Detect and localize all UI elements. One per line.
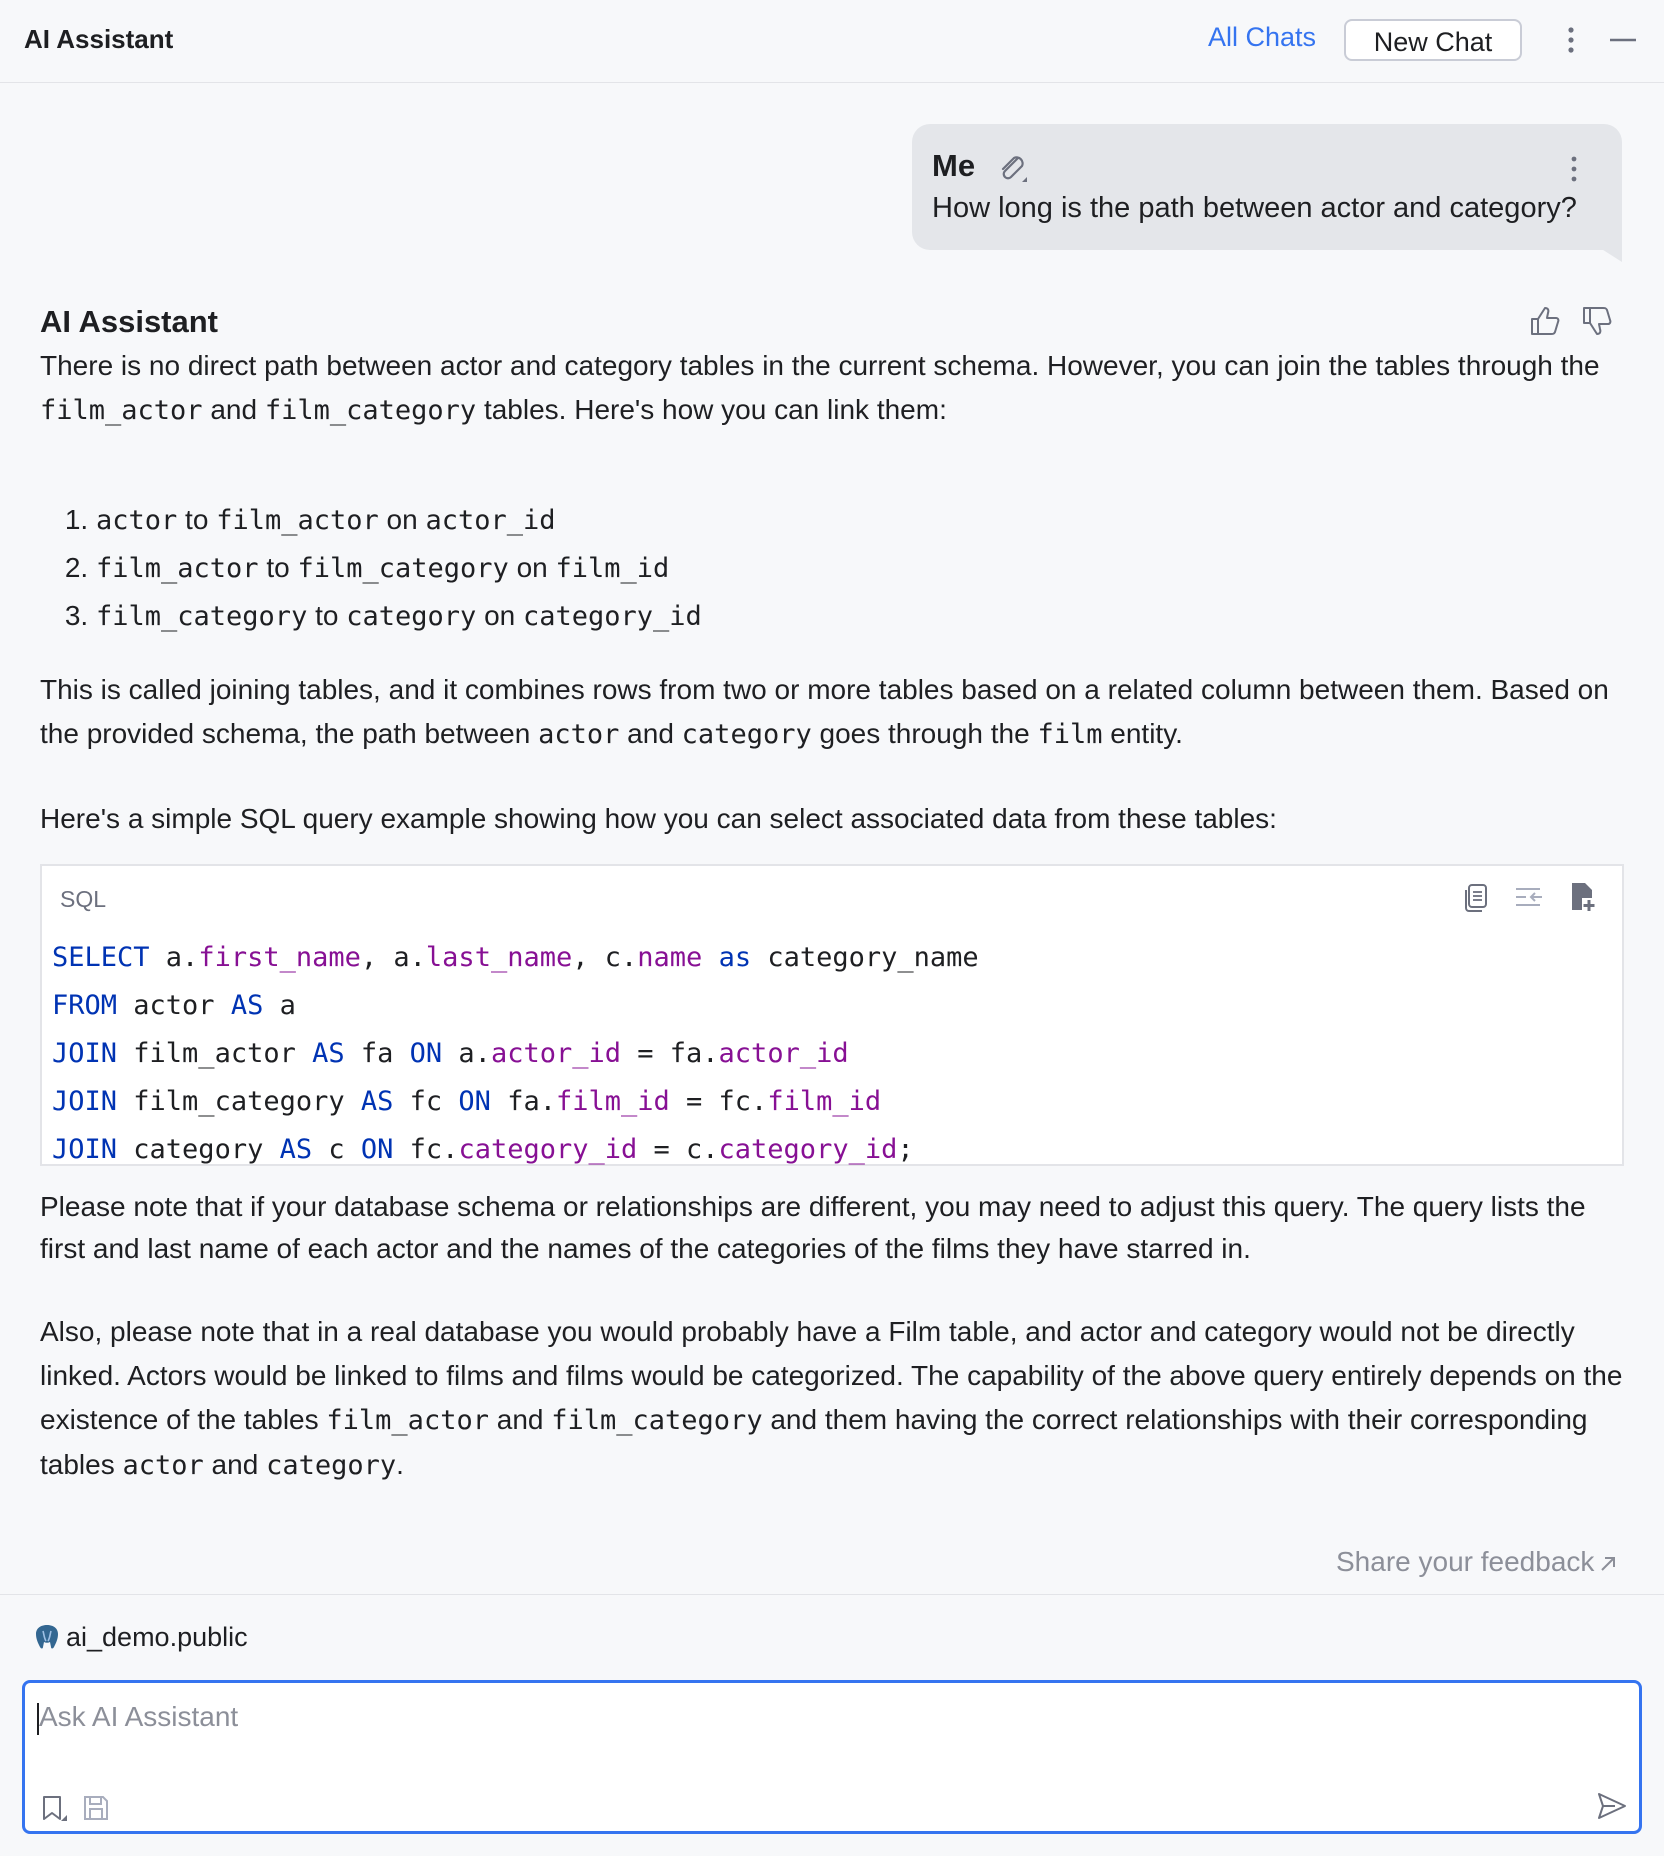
feedback-label: Share your feedback [1336, 1546, 1595, 1577]
send-icon[interactable] [1595, 1789, 1629, 1823]
code-line [52, 1078, 979, 1126]
sql-text: film_category [117, 1086, 361, 1117]
sql-text: ; [897, 1134, 914, 1165]
sql-text: actor [117, 990, 231, 1021]
code-line [52, 1030, 979, 1078]
new-chat-button[interactable]: New Chat [1344, 19, 1522, 61]
save-prompt-icon[interactable] [81, 1793, 111, 1823]
thumbs-down-icon[interactable] [1580, 304, 1614, 338]
list-item: 3. film_category to category on category_id [96, 592, 702, 640]
new-file-icon[interactable] [1566, 880, 1600, 914]
code-language-label: SQL [60, 886, 107, 912]
sql-keyword: AS [279, 1134, 313, 1165]
insert-at-caret-icon[interactable] [1512, 880, 1546, 914]
sql-code [52, 934, 979, 1174]
code-line [52, 982, 979, 1030]
sql-keyword: ON [360, 1134, 394, 1165]
sql-text: = fc. [669, 1086, 768, 1117]
panel-title: AI Assistant [24, 24, 174, 54]
joining-explanation: This is called joining tables, and it combines rows from two or more tables based on a related column between them. Based on the provided schema, the path between actor and category goes through the film entity. [40, 674, 1609, 750]
join-steps-list [40, 496, 702, 640]
user-message-text: How long is the path between actor and category? [932, 192, 1577, 224]
sql-field: name [637, 942, 703, 973]
sql-field: first_name [198, 942, 361, 973]
sql-field: actor_id [718, 1038, 849, 1069]
note-adjust-query: Please note that if your database schema or relationships are different, you may need to adjust this query. The query lists the first and last name of each actor and the names of the categories of the films they have starred in. [40, 1191, 1586, 1264]
assistant-intro [40, 344, 1630, 433]
message-author: Me [932, 148, 976, 183]
sql-text: = fa. [621, 1038, 719, 1069]
sql-keyword: JOIN [52, 1038, 118, 1069]
context-label: ai_demo.public [66, 1622, 248, 1652]
sql-text: , c. [572, 942, 638, 973]
copy-icon[interactable] [1460, 880, 1494, 914]
sql-keyword: ON [409, 1038, 443, 1069]
sql-field: film_id [555, 1086, 670, 1117]
sql-keyword: JOIN [52, 1086, 118, 1117]
intro-text: and [202, 394, 265, 425]
code-line [52, 934, 979, 982]
assistant-name: AI Assistant [40, 304, 219, 339]
all-chats-link[interactable]: All Chats [1208, 22, 1317, 52]
input-placeholder: Ask AI Assistant [39, 1701, 239, 1732]
sql-keyword: ON [458, 1086, 491, 1117]
minimize-icon[interactable] [1608, 22, 1638, 58]
sql-keyword: FROM [52, 990, 118, 1021]
context-selector[interactable] [34, 1622, 248, 1653]
thumbs-up-icon[interactable] [1528, 304, 1562, 338]
sql-text [702, 942, 718, 973]
sql-field: last_name [425, 942, 573, 973]
message-options-icon[interactable] [1562, 152, 1586, 186]
divider [0, 1594, 1664, 1595]
share-feedback-link[interactable] [1336, 1546, 1618, 1578]
sql-text: film_actor [117, 1038, 313, 1069]
sql-keyword: AS [312, 1038, 345, 1069]
sql-keyword: SELECT [52, 942, 150, 973]
sql-code-block [40, 864, 1624, 1166]
intro-text: tables. Here's how you can link them: [476, 394, 947, 425]
code-line [52, 1126, 979, 1174]
sql-text: a [263, 990, 296, 1021]
sql-keyword: AS [360, 1086, 394, 1117]
bubble-tail [1600, 248, 1622, 262]
external-link-icon [1598, 1554, 1618, 1574]
sql-text: fa [344, 1038, 410, 1069]
chat-input[interactable] [22, 1680, 1642, 1834]
list-item: 2. film_actor to film_category on film_id [96, 544, 702, 592]
sql-text: fc. [393, 1134, 459, 1165]
prompt-library-icon[interactable] [39, 1793, 69, 1823]
sql-text: = c. [637, 1134, 719, 1165]
sql-text: category [117, 1134, 280, 1165]
sql-field: film_id [767, 1086, 882, 1117]
note-real-database: Also, please note that in a real database you would probably have a Film table, and actor and category would not be directly linked. Actors would be linked to films and films would be categorized. The capability of the above query entirely depends on the existence of the tables film_actor and film_category and them having the correct relationships with their corresponding tables actor and category. [40, 1316, 1623, 1481]
sql-field: category_id [458, 1134, 638, 1165]
sql-text: a. [149, 942, 199, 973]
attachment-icon[interactable] [996, 152, 1030, 186]
more-options-icon[interactable] [1556, 22, 1586, 58]
sql-text: fc [393, 1086, 459, 1117]
inline-code: film_category [264, 395, 477, 426]
header [0, 0, 1664, 83]
sql-keyword: AS [230, 990, 264, 1021]
sql-text: a. [442, 1038, 491, 1069]
sql-text: category_name [751, 942, 979, 973]
example-intro: Here's a simple SQL query example showing how you can select associated data from these tables: [40, 803, 1277, 834]
user-message-bubble [912, 124, 1622, 250]
sql-text: c [312, 1134, 361, 1165]
sql-keyword: JOIN [52, 1134, 118, 1165]
sql-text: fa. [490, 1086, 556, 1117]
sql-keyword: as [718, 942, 752, 973]
intro-text: There is no direct path between actor and category tables in the current schema. However, you can join the tables through the [40, 350, 1600, 381]
sql-field: category_id [718, 1134, 898, 1165]
sql-field: actor_id [490, 1038, 621, 1069]
sql-text: , a. [360, 942, 426, 973]
postgresql-icon [34, 1623, 60, 1651]
inline-code: film_actor [40, 395, 203, 426]
list-item: 1. actor to film_actor on actor_id [96, 496, 702, 544]
